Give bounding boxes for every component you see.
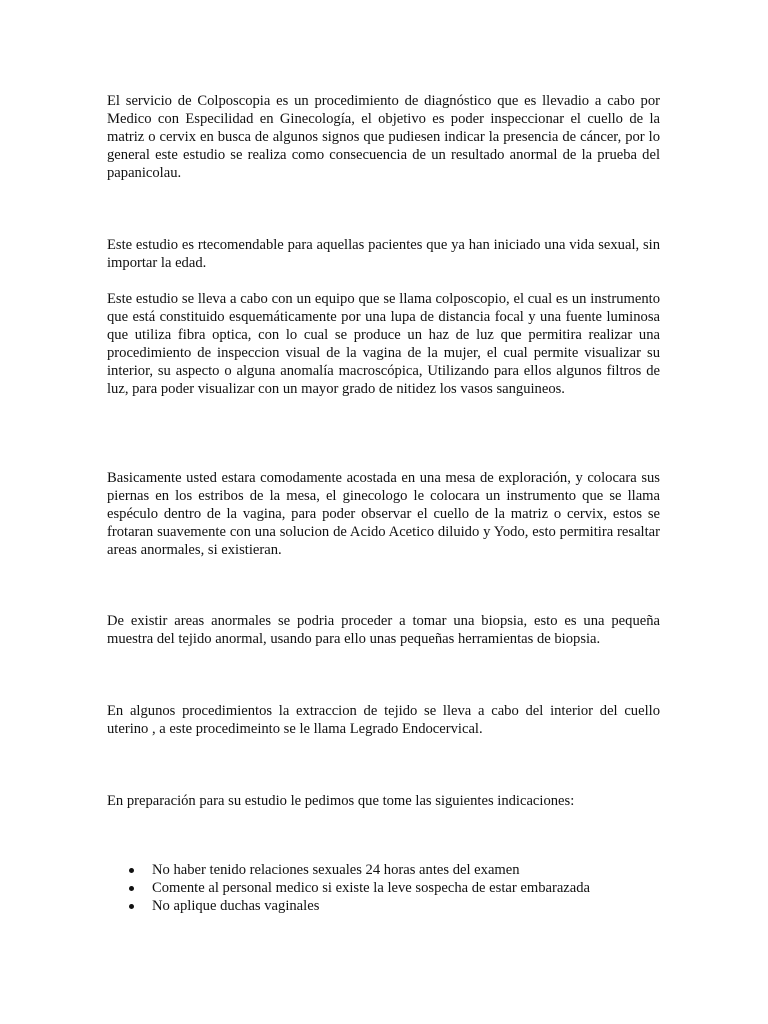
paragraph-equipment: Este estudio se lleva a cabo con un equipo que se llama colposcopio, el cual es un instrumento que está constituido esquemáticamente por una lupa de distancia focal y una fuente luminosa que utiliza fibra optica, con lo cual se produce un haz de luz que permitira realizar una procedimiento de inspeccion visual de la vagina de la mujer, el cual permite visualizar su interior, su aspecto o alguna anomalía macroscópica, Utilizando para ellos algunos filtros de luz, para poder visualizar con un mayor grado de nitidez los vasos sanguineos. — [107, 291, 660, 397]
bullet-icon — [129, 886, 134, 891]
list-item — [107, 897, 667, 915]
paragraph-procedure: Basicamente usted estara comodamente acostada en una mesa de exploración, y colocara sus piernas en los estribos de la mesa, el ginecologo le colocara un instrumento que se llama espéculo dentro de la vagina, para poder observar el cuello de la matriz o cervix, estos se frotaran suavemente con una solucion de Acido Acetico diluido y Yodo, esto permitira resaltar areas anormales, si existieran. — [107, 470, 660, 558]
bullet-icon — [129, 904, 134, 909]
list-item — [107, 861, 667, 879]
list-item-text: No haber tenido relaciones sexuales 24 horas antes del examen — [152, 862, 520, 878]
paragraph-colposcopia-intro: El servicio de Colposcopia es un procedimiento de diagnóstico que es llevadio a cabo por Medico con Especilidad en Ginecología, el objetivo es poder inspeccionar el cuello de la matriz o cervix en busca de algunos signos que pudiesen indicar la presencia de cáncer, por lo general este estudio se realiza como consecuencia de un resultado anormal de la prueba del papanicolau. — [107, 93, 660, 181]
paragraph-biopsy: De existir areas anormales se podria proceder a tomar una biopsia, esto es una pequeña muestra del tejido anormal, usando para ello unas pequeñas herramientas de biopsia. — [107, 613, 660, 647]
list-item-text: Comente al personal medico si existe la leve sospecha de estar embarazada — [152, 880, 591, 896]
paragraph-endocervical: En algunos procedimientos la extraccion de tejido se lleva a cabo del interior del cuello uterino , a este procedimeinto se le llama Legrado Endocervical. — [107, 703, 660, 737]
paragraph-preparation: En preparación para su estudio le pedimos que tome las siguientes indicaciones: — [107, 793, 575, 809]
paragraph-recommendation: Este estudio es rtecomendable para aquellas pacientes que ya han iniciado una vida sexual, sin importar la edad. — [107, 237, 660, 271]
bullet-icon — [129, 868, 134, 873]
list-item — [107, 879, 667, 897]
list-item-text: No aplique duchas vaginales — [152, 898, 320, 914]
preparation-list — [107, 861, 667, 915]
